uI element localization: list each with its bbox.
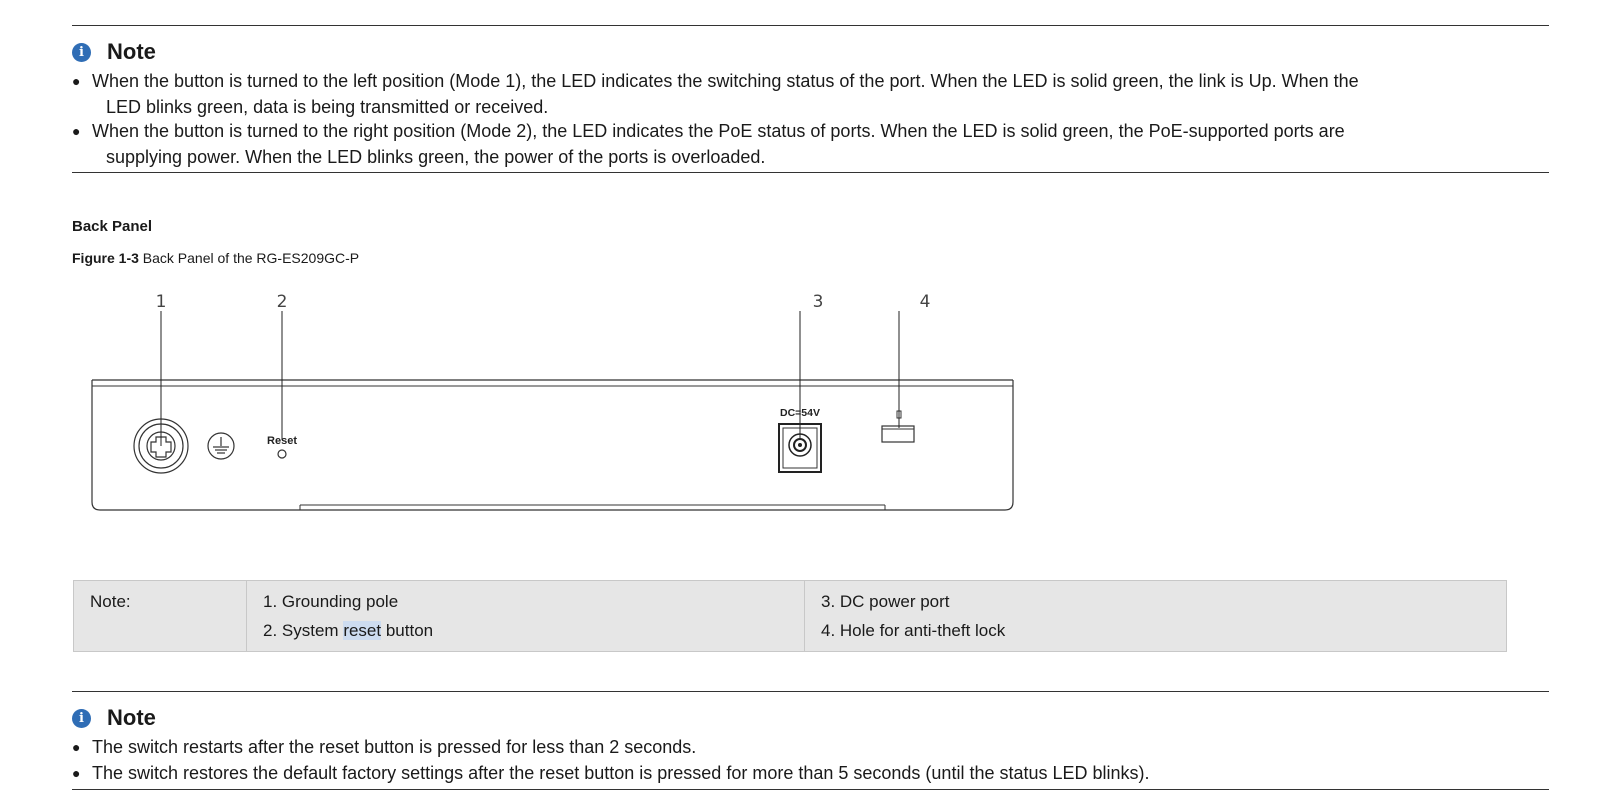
legend-table xyxy=(73,580,1507,652)
table-row xyxy=(74,581,1507,652)
highlighted-word: reset xyxy=(343,621,382,640)
legend-cell xyxy=(805,581,1507,652)
bullet-text: When the button is turned to the right position (Mode 2), the LED indicates the PoE status of ports. When the LED is solid green, the PoE-supported ports are xyxy=(92,121,1345,141)
note-top-rule xyxy=(72,691,1549,692)
bullet-text: When the button is turned to the left position (Mode 1), the LED indicates the switching status of the port. When the LED is solid green, the link is Up. When the xyxy=(92,71,1359,91)
list-item xyxy=(72,68,1552,120)
note-title: Note xyxy=(107,39,156,64)
bullet-text: The switch restarts after the reset button is pressed for less than 2 seconds. xyxy=(92,737,697,757)
figure-caption-text: Back Panel of the RG-ES209GC-P xyxy=(142,250,360,266)
bullet-text-continued: LED blinks green, data is being transmitted or received. xyxy=(106,97,549,117)
legend-item-1: 1. Grounding pole xyxy=(263,592,399,611)
bullet-text-continued: supplying power. When the LED blinks green, the power of the ports is overloaded. xyxy=(106,147,766,167)
bullet-icon: ● xyxy=(72,123,81,139)
callout-3: 3 xyxy=(812,292,824,312)
reset-label: Reset xyxy=(267,435,297,447)
note-bullet-list xyxy=(72,734,1552,786)
callout-4: 4 xyxy=(919,292,931,312)
legend-item-3: 3. DC power port xyxy=(821,592,950,611)
bullet-icon: ● xyxy=(72,765,81,781)
switch-back-panel xyxy=(92,380,1013,510)
legend-item-2: 2. System reset button xyxy=(263,621,434,640)
callout-1: 1 xyxy=(155,292,167,312)
bullet-icon: ● xyxy=(72,73,81,89)
callout-2: 2 xyxy=(276,292,288,312)
legend-label-cell xyxy=(74,581,247,652)
reset-hole-icon xyxy=(278,450,286,458)
note-header xyxy=(72,39,156,65)
section-heading: Back Panel xyxy=(72,218,153,235)
list-item xyxy=(72,118,1552,170)
top-rule xyxy=(72,25,1549,26)
bullet-icon: ● xyxy=(72,739,81,755)
bullet-text: The switch restores the default factory settings after the reset button is pressed for more than 5 seconds (until the status LED blinks). xyxy=(92,763,1150,783)
legend-cell xyxy=(247,581,805,652)
list-item xyxy=(72,760,1552,786)
power-label: DC=54V xyxy=(780,407,820,419)
note-bullet-list xyxy=(72,68,1552,170)
note-bottom-rule xyxy=(72,172,1549,173)
note-header xyxy=(72,705,156,731)
legend-item-4: 4. Hole for anti-theft lock xyxy=(821,621,1006,640)
info-icon: i xyxy=(72,43,91,62)
info-icon: i xyxy=(72,709,91,728)
callout-leader-lines xyxy=(161,311,899,446)
list-item xyxy=(72,734,1552,760)
bottom-rule xyxy=(72,789,1549,790)
ground-symbol-icon xyxy=(208,433,234,459)
figure-label: Figure 1-3 xyxy=(72,250,139,266)
back-panel-figure xyxy=(72,290,1022,520)
figure-caption xyxy=(72,250,359,266)
legend-label: Note: xyxy=(90,592,131,611)
anti-theft-lock-hole-icon xyxy=(882,411,914,442)
note-title: Note xyxy=(107,705,156,730)
